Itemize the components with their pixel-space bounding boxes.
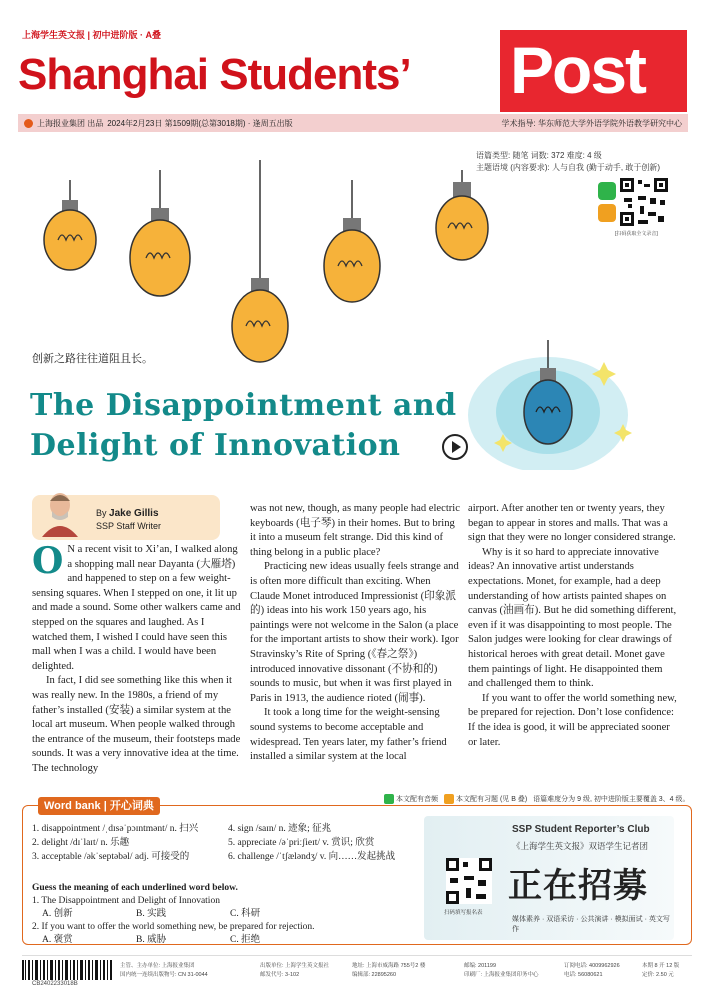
article-column-1 xyxy=(32,540,242,777)
word-bank-right xyxy=(228,822,395,864)
vocab-item: 3. acceptable /əkˈseptəbəl/ adj. 可接受的 xyxy=(32,852,190,862)
audio-note-icon xyxy=(384,794,394,804)
bulb-icon xyxy=(232,278,288,362)
vocab-item: 5. appreciate /əˈpriːʃieɪt/ v. 赏识; 欣赏 xyxy=(228,838,375,848)
vocab-item: 6. challenge /ˈtʃæləndʒ/ v. 向……发起挑战 xyxy=(228,852,396,862)
exercise-note-icon xyxy=(444,794,454,804)
quiz-option: C. 拒绝 xyxy=(230,935,261,945)
bulb-icon xyxy=(130,208,190,296)
reporter-club-ad[interactable] xyxy=(424,816,674,940)
publisher: 上海报业集团 出品 xyxy=(37,118,104,128)
quiz-options-1 xyxy=(32,908,324,921)
paragraph: airport. After another ten or twenty years, they began to appear in stores and malls. That was a sign that they were no longer considered strange. xyxy=(468,503,676,544)
word-quiz xyxy=(32,882,324,947)
bulb-icon xyxy=(436,182,488,260)
signup-qr-code[interactable] xyxy=(446,858,492,904)
issue-info-bar xyxy=(18,114,688,132)
paragraph: If you want to offer the world something new, be prepared for rejection. Don’t lose confidence: If the idea is good, it will be appreciated sooner or later. xyxy=(468,692,677,748)
vocab-item: 2. delight /dɪˈlaɪt/ n. 乐趣 xyxy=(32,838,130,848)
academic-guidance: 学术指导: 华东师范大学外语学院外语教学研究中心 xyxy=(501,118,682,128)
ad-qr-caption: 扫码填写报名表 xyxy=(444,910,483,916)
exercise-note: 本文配有习题 (见 B 叠) xyxy=(456,796,528,803)
paragraph: It took a long time for the weight-sensing sound systems to become acceptable and widespread. Ten years later, my father’s friend installed a similar system at the local xyxy=(250,707,447,763)
article-column-2 xyxy=(250,502,460,765)
footer-col: 出版单位: 上海学生英文报社 邮发代号: 3-102 xyxy=(260,963,330,978)
ad-subtitle: 《上海学生英文报》双语学生记者团 xyxy=(512,841,649,851)
qr-caption: [扫码获取全文录音] xyxy=(615,231,658,237)
quiz-option: A. 褒赏 xyxy=(42,935,73,945)
footer-col: 订阅电话: 4009962926 电话: 56080621 xyxy=(564,963,620,978)
barcode-number: CB2402233018B xyxy=(32,981,78,987)
footer xyxy=(22,955,692,987)
paragraph: O N a recent visit to Xi’an, I walked along a shopping mall near Dayanta (大雁塔) and happened to step on a few weight-sensing squares. When I stepped on one, it lit up and made a sound. Some other walkers came and stepped on the squares and laughed. As I watched them, I wished I could have seen this mall when I was a child. I would have been delighted. xyxy=(32,540,241,672)
notes-row xyxy=(384,794,690,804)
drop-cap: O xyxy=(32,540,64,582)
bulb-icon xyxy=(324,218,380,302)
title-line-1: The Disappointment and xyxy=(30,388,457,423)
word-bank-left xyxy=(32,822,198,864)
glowing-bulb-icon xyxy=(468,340,632,470)
audio-note: 本文配有音频 xyxy=(396,796,438,803)
barcode xyxy=(22,960,112,980)
footer-col: 地址: 上海市威海路 755号2 楼 编辑部: 22895260 xyxy=(352,963,426,978)
theme-line: 主题语境 (内容要求): 人与自我 (勤于动手, 敢于创新) xyxy=(476,163,660,172)
author-avatar xyxy=(40,489,80,537)
word-bank-tab: Word bank | 开心词典 xyxy=(38,797,160,815)
publisher-logo-icon xyxy=(24,119,33,128)
author-name: Jake Gillis xyxy=(109,508,159,519)
quiz-options-2 xyxy=(32,934,324,947)
byline-by: By xyxy=(96,508,107,518)
quiz-option: B. 威胁 xyxy=(136,935,167,945)
edition-line: 上海学生英文报 | 初中进阶版 · A叠 xyxy=(22,30,162,40)
ad-club-name: SSP Student Reporter’s Club xyxy=(512,824,650,835)
article-column-3 xyxy=(468,502,678,750)
author-box xyxy=(32,495,220,540)
footer-col: 邮编: 201199 印刷厂: 上海报业集团印务中心 xyxy=(464,963,539,978)
paragraph: was not new, though, as many people had electric keyboards (电子琴) in their homes. But to bring it into a museum felt strange. Did this kind of thing belong in a public place? xyxy=(250,503,460,558)
paragraph: Practicing new ideas usually feels strange and is often more difficult than exciting. When Claude Monet introduced Impressionist (印象派的) ideas into his work 150 years ago, his paintings were not welcome in the Salon (a place for the important artists to show their work). Igor Stravinsky’s Rite of Spring (《春之祭》) introduced innovative dissonant (不协和的) sounds to music, but when it was first played in Paris in 1913, the audience rioted (闹事). xyxy=(250,561,459,704)
footer-col: 主管、主办单位: 上海报业集团 国内统一连续出版物号: CN 31-0044 xyxy=(120,963,208,978)
byline xyxy=(96,507,161,532)
footer-col: 本期 8 开 12 版 定价: 2.50 元 xyxy=(642,963,680,978)
author-role: SSP Staff Writer xyxy=(96,521,162,531)
vocab-item: 1. disappointment /ˌdɪsəˈpɔɪntmənt/ n. 扫兴 xyxy=(32,824,199,834)
article-title xyxy=(30,386,457,466)
quiz-question-1: 1. The Disappointment and Delight of Innovation xyxy=(32,896,220,906)
paragraph: Why is it so hard to appreciate innovative ideas? An innovative artist understands expectations. Monet, for example, had a deep understanding of how artists painted shapes on canvas (油画布). But he did something different, even if it was disappointing to most people. The Salon judges were looking for clear drawings of historical heroes with great detail. Monet gave them paintings of light. He disappointed them and challenged them to think. xyxy=(468,546,677,690)
text-type-line: 语篇类型: 随笔 词数: 372 难度: 4 级 xyxy=(476,151,602,160)
masthead-title: Shanghai Students’ xyxy=(18,50,411,99)
ad-headline: 正在招募 xyxy=(508,866,648,906)
title-line-2: Delight of Innovation xyxy=(30,428,401,463)
issue-info: 2024年2月23日 第1509期(总第3018期) · 逢周五出版 xyxy=(107,118,293,128)
quiz-title: Guess the meaning of each underlined word below. xyxy=(32,883,238,893)
paragraph: In fact, I did see something like this when it was really new. In the 1980s, a friend of my father’s installed (安装) a similar system at the local art museum. When people walked through the entrance of the museum, their footsteps made sounds. It was a very innovative idea at the time. The technology xyxy=(32,675,241,774)
vocab-item: 4. sign /saɪn/ n. 迹象; 征兆 xyxy=(228,824,332,834)
bulb-icon xyxy=(44,200,96,270)
difficulty-note: 语篇难度分为 9 级, 初中进阶版主要覆盖 3、4 级。 xyxy=(533,796,690,804)
quiz-option: A. 创新 xyxy=(42,909,73,919)
ad-tags: 媒体素养 · 双语采访 · 公共演讲 · 模拟面试 · 英文写作 xyxy=(512,916,670,933)
masthead-post-logo: Post xyxy=(500,30,687,112)
quiz-option: B. 实践 xyxy=(136,909,167,919)
quiz-option: C. 科研 xyxy=(230,909,261,919)
quiz-question-2: 2. If you want to offer the world something new, be prepared for rejection. xyxy=(32,922,315,932)
play-audio-button[interactable] xyxy=(442,434,468,460)
kicker: 创新之路往往道阻且长。 xyxy=(32,353,153,365)
